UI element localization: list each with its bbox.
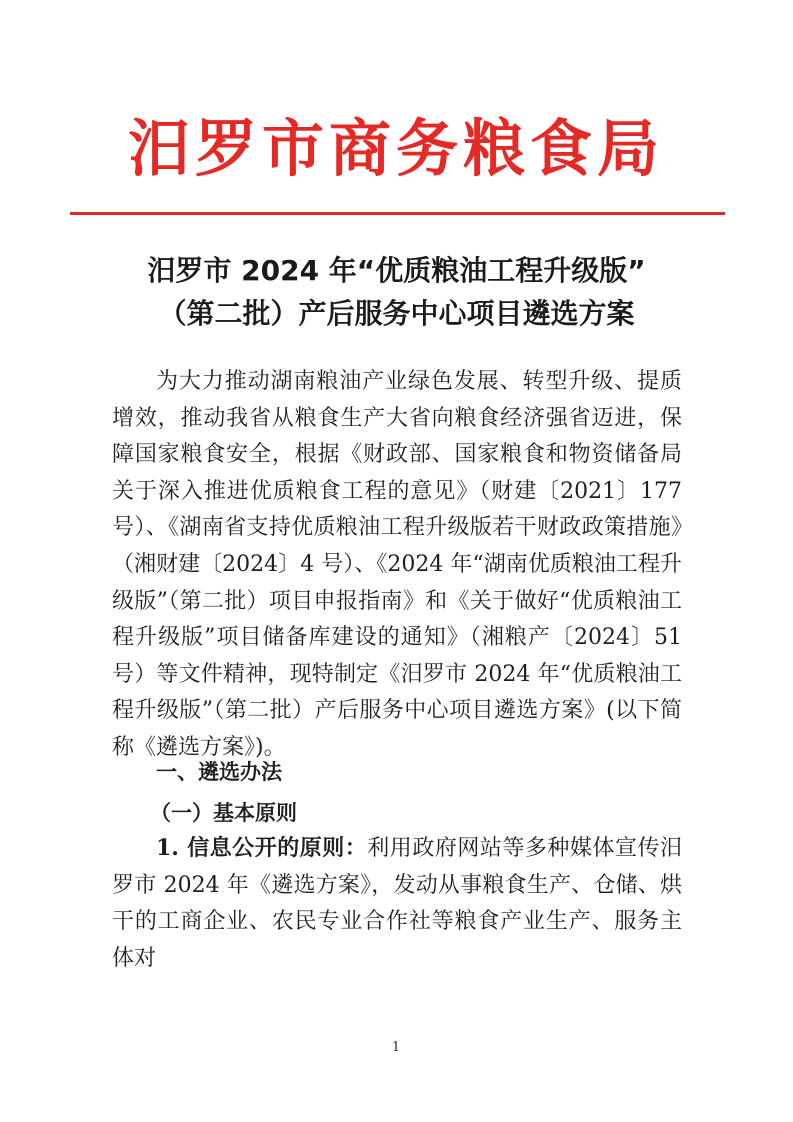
principle-item-1 xyxy=(112,830,682,977)
document-title-line-2: （第二批）产后服务中心项目遴选方案 xyxy=(158,297,635,330)
page-number: 1 xyxy=(391,1040,401,1055)
subsection-heading-basic-principles: （一）基本原则 xyxy=(150,800,297,825)
document-title-line-1: 汨罗市 2024 年“优质粮油工程升级版” xyxy=(147,254,646,287)
principle-item-1-lead: 1. 信息公开的原则： xyxy=(156,835,368,861)
letterhead-org-name: 汨罗市商务粮食局 xyxy=(127,112,664,185)
intro-paragraph: 为大力推动湖南粮油产业绿色发展、转型升级、提质增效，推动我省从粮食生产大省向粮食经济强省迈进，保障国家粮食安全，根据《财政部、国家粮食和物资储备局关于深入推进优质粮食工程的意见》（财建〔2021〕177 号）、《湖南省支持优质粮油工程升级版若干财政政策措施》（湘财建〔2024〕4 号）、《2024 年“湖南优质粮油工程升级版”（第二批）项目申报指南》和《关于做好“优质粮油工程升级版”项目储备库建设的通知》（湘粮产〔2024〕51 号）等文件精神，现特制定《汨罗市 2024 年“优质粮油工程升级版”（第二批）产后服务中心项目遴选方案》(以下简称《遴选方案》)。 xyxy=(112,369,682,760)
principle-item-1-text: 利用政府网站等多种媒体宣传汨罗市 2024 年《遴选方案》，发动从事粮食生产、仓储、烘干的工商企业、农民专业合作社等粮食产业生产、服务主体对 xyxy=(112,836,682,971)
section-heading-selection-method: 一、遴选办法 xyxy=(156,760,282,784)
letterhead-red-divider xyxy=(70,212,725,215)
